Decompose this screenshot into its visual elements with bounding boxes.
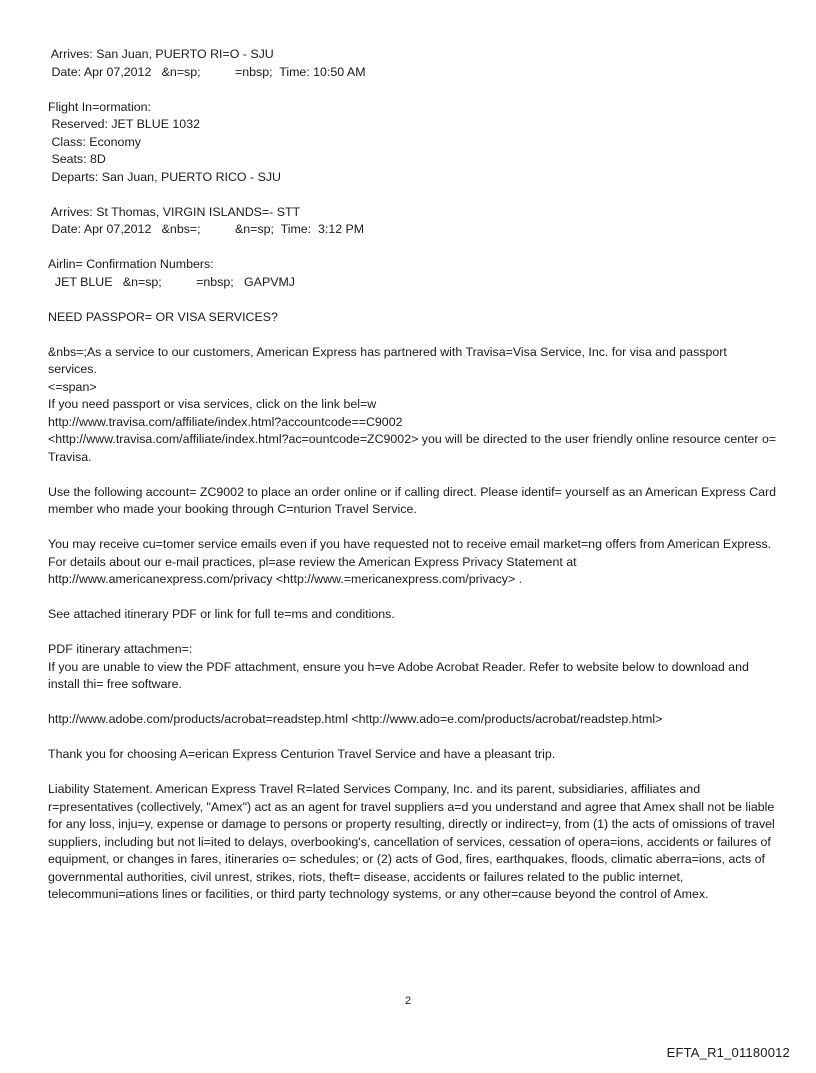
thank-you-block: [48, 746, 778, 764]
privacy-text: You may receive cu=tomer service emails even if you have requested not to receive email market=ng offers from American Express. For details about our e-mail practices, pl=ase review the American Express Privacy Statement at http://www.americanexpress.com/privacy <http://www.=mericanexpress.com/privacy> .: [48, 537, 772, 586]
arrival-location: Arrives: St Thomas, VIRGIN ISLANDS=- STT: [48, 204, 301, 219]
privacy-block: [48, 536, 778, 589]
liability-statement: Liability Statement. American Express Travel R=lated Services Company, Inc. and its parent, subsidiaries, affiliates and r=presentatives (collectively, "Amex") act as an agent for travel suppliers a=d you understand and agree that Amex shall not be liable for any loss, inju=y, expense or damage to persons or property resulting, directly or indirect=y, from (1) the acts of omissions of travel suppliers, including but not li=ited to delays, overbooking's, cancellation of services, cessation of opera=ions, accidents or failures of equipment, or changes in fares, itineraries o= schedules; or (2) acts of God, fires, earthquakes, floods, climatic aberra=ions, acts of governmental authorities, civil unrest, strikes, riots, theft= disease, accidents or failures related to the public internet, telecommuni=ations lines or facilities, or third party technology systems, or any other=cause beyond the control of Amex.: [48, 782, 775, 901]
account-code-text: Use the following account= ZC9002 to place an order online or if calling direct. Please identif= yourself as an American Express Card member who made your booking through C=nturion Travel Service.: [48, 484, 776, 516]
flight-seats: Seats: 8D: [48, 152, 106, 166]
travisa-block: [48, 344, 778, 467]
arrival-st-thomas-block: [48, 204, 778, 239]
bates-number: EFTA_R1_01180012: [666, 1045, 790, 1060]
travisa-url-detail: <http://www.travisa.com/affiliate/index.html?ac=ountcode=ZC9002> you will be directed to the user friendly online resource center o= Travisa.: [48, 432, 777, 464]
confirmation-number: JET BLUE &n=sp; =nbsp; GAPVMJ: [48, 274, 295, 289]
flight-class: Class: Economy: [48, 134, 141, 149]
document-body: [48, 46, 778, 904]
thank-you-text: Thank you for choosing A=erican Express Centurion Travel Service and have a pleasant trip.: [48, 747, 556, 761]
flight-reserved: Reserved: JET BLUE 1032: [48, 117, 200, 131]
arrival-san-juan-block: [48, 46, 778, 81]
pdf-attachment-block: [48, 641, 778, 694]
page-number: 2: [404, 995, 412, 1007]
liability-block: [48, 781, 778, 904]
account-code-block: [48, 484, 778, 519]
flight-departs: Departs: San Juan, PUERTO RICO - SJU: [48, 169, 281, 184]
adobe-link-block: [48, 711, 778, 729]
arrival-date-time: Date: Apr 07,2012 &n=sp; =nbsp; Time: 10:50 AM: [48, 64, 366, 79]
pdf-attachment-heading: PDF itinerary attachmen=:: [48, 642, 193, 656]
travisa-instruction: If you need passport or visa services, click on the link bel=w: [48, 397, 377, 411]
terms-text: See attached itinerary PDF or link for full te=ms and conditions.: [48, 607, 395, 621]
confirmation-numbers-block: [48, 256, 778, 291]
arrival-location: Arrives: San Juan, PUERTO RI=O - SJU: [48, 47, 274, 61]
adobe-url[interactable]: http://www.adobe.com/products/acrobat=readstep.html <http://www.ado=e.com/products/acrobat/readstep.html>: [48, 712, 663, 726]
passport-visa-heading-block: [48, 309, 778, 327]
terms-block: [48, 606, 778, 624]
passport-visa-heading: NEED PASSPOR= OR VISA SERVICES?: [48, 309, 278, 324]
span-artifact: <=span>: [48, 379, 97, 394]
confirmation-heading: Airlin= Confirmation Numbers:: [48, 257, 214, 271]
arrival-date-time: Date: Apr 07,2012 &nbs=; &n=sp; Time: 3:12 PM: [48, 222, 365, 236]
pdf-attachment-text: If you are unable to view the PDF attachment, ensure you h=ve Adobe Acrobat Reader. Refer to website below to download and install thi= free software.: [48, 659, 749, 691]
flight-information-heading: Flight In=ormation:: [48, 99, 151, 114]
flight-information-block: [48, 99, 778, 187]
travisa-intro: &nbs=;As a service to our customers, American Express has partnered with Travisa=Visa Service, Inc. for visa and passport services.: [48, 344, 727, 376]
travisa-url[interactable]: http://www.travisa.com/affiliate/index.html?accountcode==C9002: [48, 414, 403, 429]
